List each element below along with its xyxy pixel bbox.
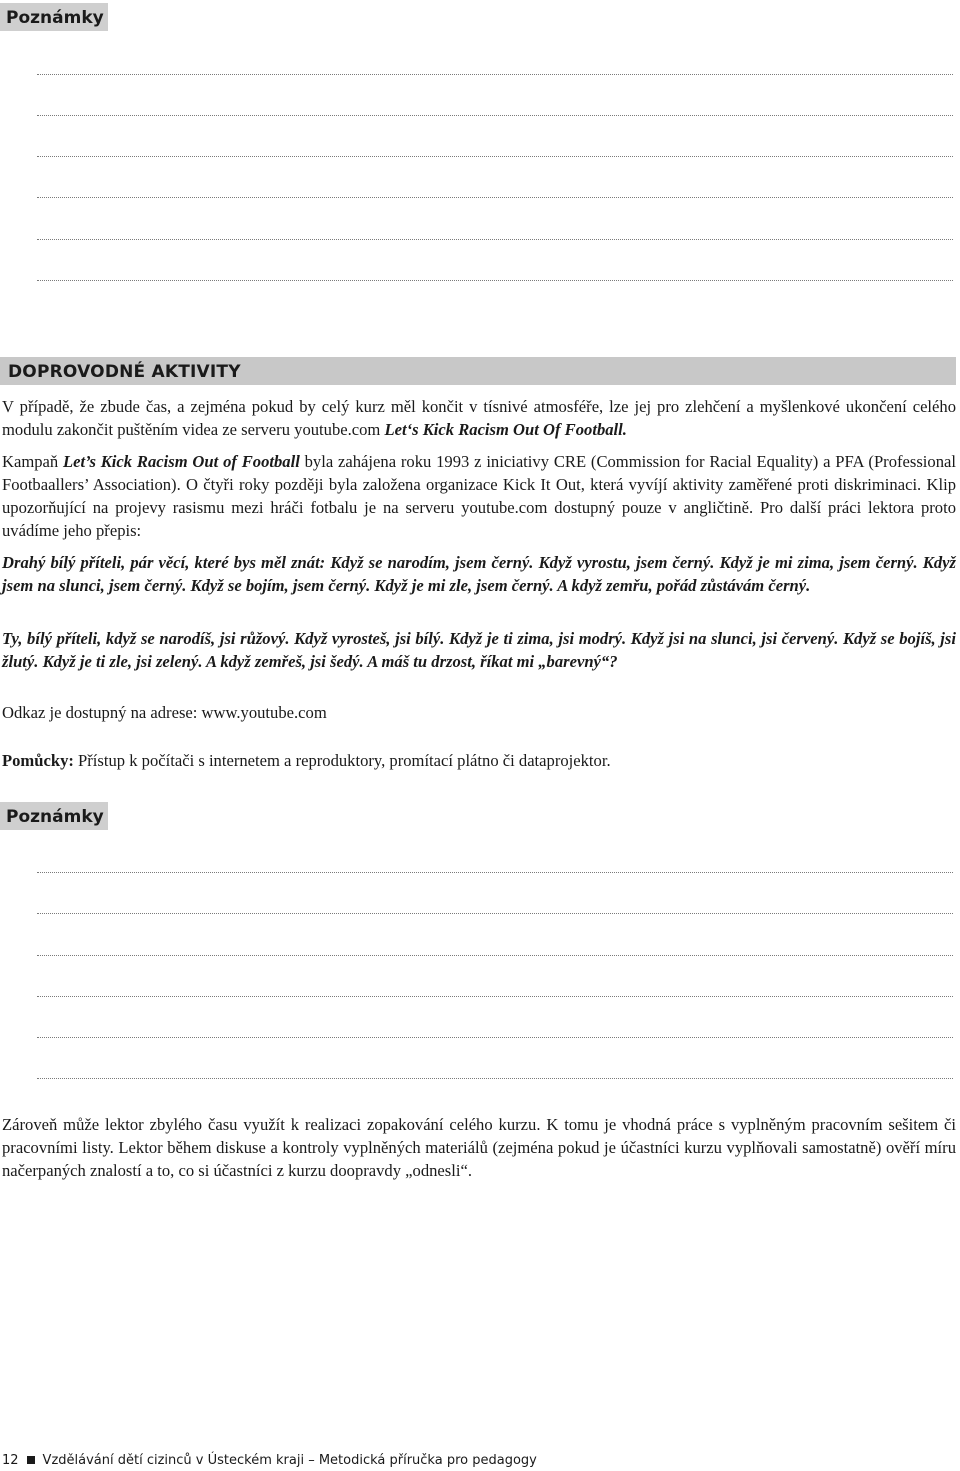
- campaign-prefix: Kampaň: [2, 452, 64, 471]
- notes-header-strip: [108, 3, 956, 31]
- poem-paragraph-1: Drahý bílý příteli, pár věcí, které bys měl znát: Když se narodím, jsem černý. Když vyrostu, jsem černý. Když je mi zima, jsem černý. Když jsem na slunci, jsem černý. Když se bojím, jsem černý. Když je mi zle, jsem černý. A když zemřu, pořád zůstávám černý.: [2, 553, 956, 595]
- poem-paragraph-2: Ty, bílý příteli, když se narodíš, jsi růžový. Když vyrosteš, jsi bílý. Když je ti zima, jsi modrý. Když jsi na slunci, jsi červený. Když se bojíš, jsi žlutý. Když je ti zle, jsi zelený. A když zemřeš, jsi šedý. A máš tu drzost, říkat mi „barevný“?: [2, 629, 956, 671]
- dotted-line: [37, 955, 953, 957]
- dotted-line: [37, 115, 953, 117]
- intro-paragraph: [2, 395, 956, 441]
- dotted-line: [37, 1078, 953, 1080]
- notes-label-top: Poznámky: [0, 3, 110, 31]
- notes-header-top: [0, 3, 956, 31]
- footer-title: Vzdělávání dětí cizinců v Ústeckém kraji – Metodická příručka pro pedagogy: [42, 1453, 537, 1468]
- aids-line: [2, 749, 956, 772]
- campaign-text: byla zahájena roku 1993 z iniciativy CRE (Commission for Racial Equality) a PFA (Professional Footbaallers’ Association). O čtyři roky později byla založena organizace Kick It Out, která vyvíjí aktivity zaměřené proti diskriminaci. Klip upozorňující na projevy rasismu mezi hráči fotbalu je na serveru youtube.com dostupný pouze v angličtině. Pro další práci lektora proto uvádíme jeho přepis:: [2, 452, 956, 540]
- page-number: 12: [2, 1453, 19, 1468]
- notes-header-strip: [108, 802, 956, 830]
- dotted-line: [37, 280, 953, 282]
- video-title: Let‘s Kick Racism Out Of Football.: [384, 420, 627, 439]
- dotted-line: [37, 996, 953, 998]
- dotted-line: [37, 197, 953, 199]
- dotted-line: [37, 74, 953, 76]
- link-line: Odkaz je dostupný na adrese: www.youtube.com: [2, 703, 327, 722]
- campaign-name: Let’s Kick Racism Out of Football: [63, 452, 300, 471]
- dotted-line: [37, 1037, 953, 1039]
- campaign-paragraph: [2, 450, 956, 542]
- dotted-line: [37, 913, 953, 915]
- closing-paragraph: Zároveň může lektor zbylého času využít k realizaci zopakování celého kurzu. K tomu je vhodná práce s vyplněným pracovním sešitem či pracovními listy. Lektor během diskuse a kontroly vyplněných materiálů (zejména pokud je účastníci kurzu vyplňovali samostatně) ověří míru načerpaných znalostí a to, co si účastníci z kurzu doopravdy „odnesli“.: [2, 1115, 956, 1180]
- aids-text: Přístup k počítači s internetem a reproduktory, promítací plátno či dataprojektor.: [73, 751, 611, 770]
- section-header: [0, 357, 956, 385]
- aids-label: Pomůcky:: [2, 751, 74, 770]
- section-title: DOPROVODNÉ AKTIVITY: [8, 362, 241, 382]
- square-bullet-icon: [27, 1456, 35, 1464]
- notes-header-bottom: [0, 802, 956, 830]
- page-footer: [2, 1452, 537, 1470]
- dotted-line: [37, 156, 953, 158]
- dotted-line: [37, 239, 953, 241]
- notes-label-bottom: Poznámky: [0, 802, 110, 830]
- intro-text: V případě, že zbude čas, a zejména pokud by celý kurz měl končit v tísnivé atmosféře, lze jej pro zlehčení a myšlenkové ukončení celého modulu zakončit puštěním videa ze serveru youtube.com: [2, 397, 956, 439]
- dotted-line: [37, 872, 953, 874]
